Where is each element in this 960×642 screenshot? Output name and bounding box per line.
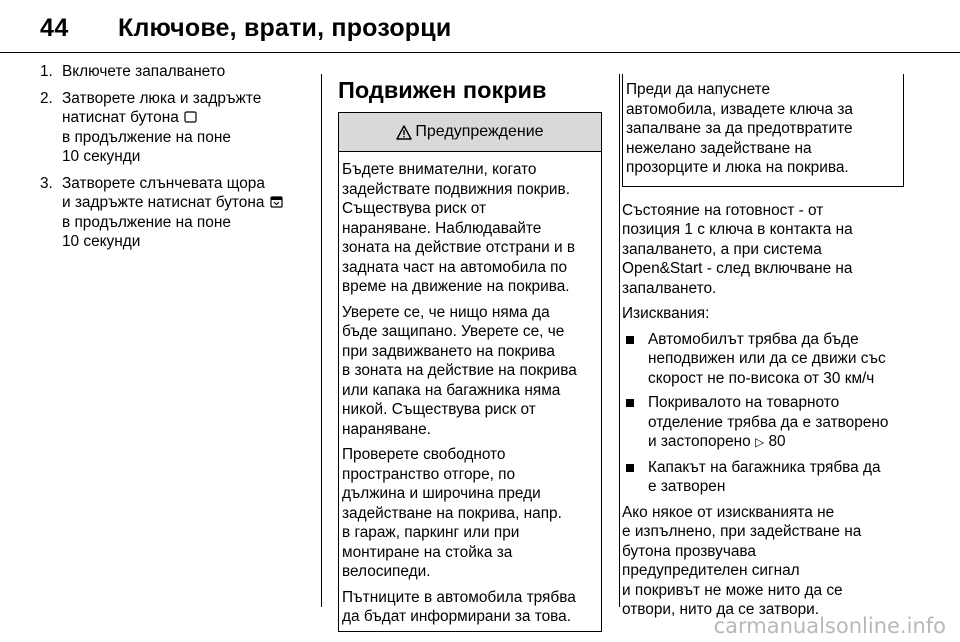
text-line: бутона прозвучава xyxy=(622,542,756,560)
bullet-icon xyxy=(622,458,648,497)
text-line: предупредителен сигнал xyxy=(622,562,800,579)
step-line: 10 секунди xyxy=(62,233,141,250)
text-line: запалването. xyxy=(622,279,717,297)
text-line: Капакът на багажника трябва да xyxy=(648,458,881,476)
text-line: отвори, нито да се затвори. xyxy=(622,601,820,618)
page-header xyxy=(0,0,960,52)
warning-paragraph xyxy=(342,303,597,440)
requirements-list xyxy=(622,330,904,497)
text-line: време на движение на покрива. xyxy=(342,278,570,295)
bullet-icon xyxy=(622,393,648,453)
text-line: автомобила, извадете ключа за xyxy=(626,100,853,118)
bullet-icon xyxy=(622,330,648,389)
text-line: задействате подвижния покрив. xyxy=(342,180,570,198)
text-line: никой. Съществува риск от xyxy=(342,401,536,418)
chapter-title: Ключове, врати, прозорци xyxy=(118,14,452,42)
text-line: задействане на покрива, напр. xyxy=(342,504,562,522)
text-line: Автомобилът трябва да бъде xyxy=(648,330,859,348)
steps-list xyxy=(40,62,302,252)
text-line: скорост не по-висока от 30 км/ч xyxy=(648,369,875,387)
requirement-text xyxy=(648,330,886,389)
sunshade-button-icon xyxy=(270,194,283,206)
watermark: carmanualsonline.info xyxy=(713,614,946,638)
step-line: натиснат бутона xyxy=(62,109,179,126)
text-line: прозорците и люка на покрива. xyxy=(626,159,849,176)
step-line: в продължение на поне xyxy=(62,128,231,146)
note-box xyxy=(622,74,904,187)
step-number: 1. xyxy=(40,63,53,80)
requirements-label: Изисквания: xyxy=(622,305,710,322)
text-line: дължина и широчина преди xyxy=(342,485,541,502)
text-line: пространство отгоре, по xyxy=(342,465,516,483)
step-text xyxy=(62,89,261,167)
text-line: Покривалото на товарното xyxy=(648,394,840,411)
page-number: 44 xyxy=(40,14,69,42)
text-line: е затворен xyxy=(648,478,726,495)
closing-paragraph xyxy=(622,503,904,620)
step-line: в продължение на поне xyxy=(62,213,231,231)
text-line: в зоната на действие на покрива xyxy=(342,362,577,379)
step-line: и задръжте натиснат бутона xyxy=(62,194,265,211)
text-line: Уверете се, че нищо няма да xyxy=(342,303,550,321)
roof-button-icon xyxy=(184,109,197,121)
text-line: бъде защипано. Уверете се, че xyxy=(342,323,565,340)
step-item xyxy=(40,62,302,82)
text-line: Състояние на готовност - от xyxy=(622,201,824,219)
text-line: при задвижването на покрива xyxy=(342,342,555,360)
text-line: отделение трябва да е затворено xyxy=(648,413,889,431)
text-line: и застопорено xyxy=(648,433,751,450)
warning-paragraph xyxy=(342,445,597,582)
text-line: нараняване. xyxy=(342,420,431,438)
warning-paragraph xyxy=(342,588,597,627)
text-line: запалване за да предотвратите xyxy=(626,120,853,137)
steps-column xyxy=(40,62,302,259)
page-reference-icon: ▷ xyxy=(754,435,765,449)
text-line: в гараж, паркинг или при xyxy=(342,524,520,541)
step-line: Включете запалването xyxy=(62,63,226,80)
requirement-text xyxy=(648,458,881,497)
warning-title: Предупреждение xyxy=(415,123,544,141)
text-line: нараняване. Наблюдавайте xyxy=(342,219,542,237)
step-line: Затворете люка и задръжте xyxy=(62,89,262,107)
text-line: зоната на действие отстрани и в xyxy=(342,239,576,256)
warning-paragraph xyxy=(342,160,597,297)
text-line: Съществува риск от xyxy=(342,200,487,217)
text-line: Пътниците в автомобила трябва xyxy=(342,588,576,606)
roof-column xyxy=(338,74,602,632)
text-line: да бъдат информирани за това. xyxy=(342,608,571,625)
text-line: Бъдете внимателни, когато xyxy=(342,161,537,178)
step-number: 2. xyxy=(40,89,53,107)
warning-body xyxy=(339,152,601,631)
warning-header xyxy=(339,113,601,152)
header-divider xyxy=(0,52,960,53)
text-line: е изпълнено, при задействане на xyxy=(622,523,862,540)
requirement-item xyxy=(622,330,904,389)
text-line: задната част на автомобила по xyxy=(342,258,568,276)
page-reference[interactable]: 80 xyxy=(768,433,786,450)
step-number: 3. xyxy=(40,174,53,192)
readiness-paragraph xyxy=(622,201,904,299)
text-line: нежелано задействане на xyxy=(626,139,812,157)
warning-triangle-icon xyxy=(396,125,412,140)
text-line: и покривът не може нито да се xyxy=(622,581,843,599)
section-title: Подвижен покрив xyxy=(338,77,547,103)
text-line: или капака на багажника няма xyxy=(342,381,561,399)
text-line: Ако някое от изискванията не xyxy=(622,503,835,521)
text-line: велосипеди. xyxy=(342,563,431,580)
step-item xyxy=(40,89,302,167)
text-line: Преди да напуснете xyxy=(626,81,771,98)
column-divider xyxy=(619,74,620,607)
text-line: Проверете свободното xyxy=(342,446,506,463)
step-text xyxy=(62,62,225,82)
requirement-text xyxy=(648,393,888,453)
warning-box xyxy=(338,112,602,632)
requirement-item xyxy=(622,393,904,453)
readiness-column xyxy=(622,74,904,626)
step-text xyxy=(62,174,283,252)
text-line: запалването, а при система xyxy=(622,240,822,258)
text-line: позиция 1 с ключа в контакта на xyxy=(622,221,853,238)
step-line: 10 секунди xyxy=(62,148,141,165)
column-divider xyxy=(321,74,322,607)
text-line: монтиране на стойка за xyxy=(342,543,513,561)
requirement-item xyxy=(622,458,904,497)
text-line: неподвижен или да се движи със xyxy=(648,350,886,367)
step-item xyxy=(40,174,302,252)
step-line: Затворете слънчевата щора xyxy=(62,174,265,192)
text-line: Open&Start - след включване на xyxy=(622,260,853,277)
